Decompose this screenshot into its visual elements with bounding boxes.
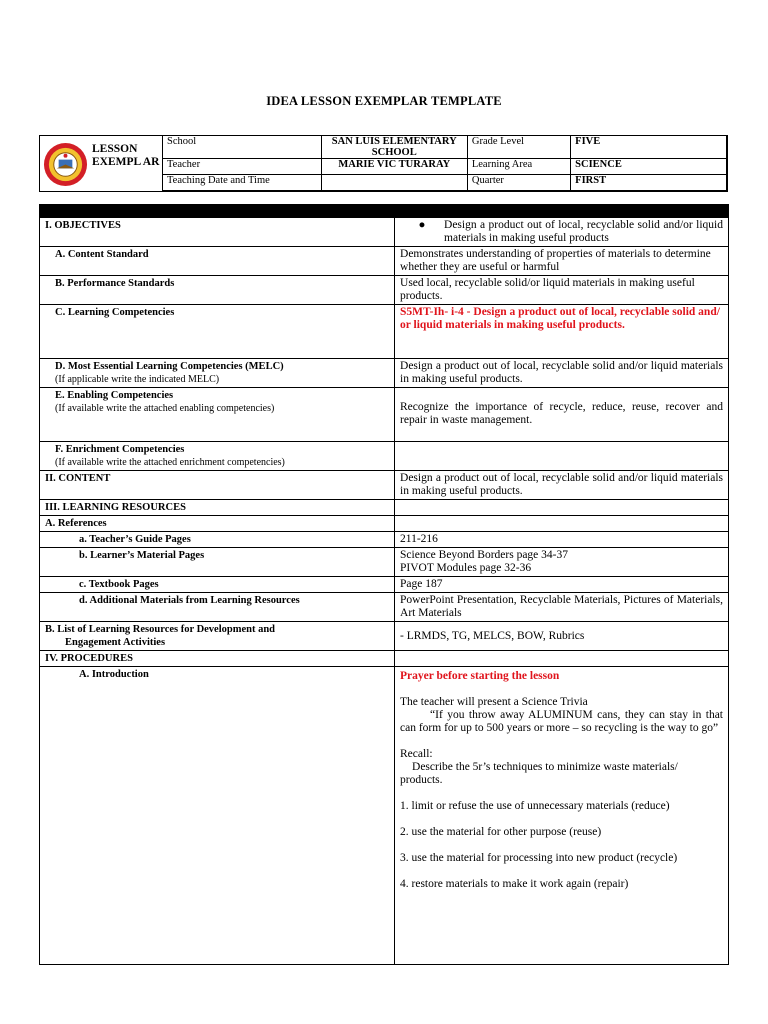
bullet-icon: ●	[418, 219, 426, 231]
row-references: A. References	[40, 516, 729, 532]
row-learning-competencies: C. Learning Competencies S5MT-Ih- i-4 - Design a product out of local, recyclable solid and/ or liquid materials in making useful products.	[40, 305, 729, 359]
grade-level-label: Grade Level	[467, 136, 570, 159]
page-title: IDEA LESSON EXEMPLAR TEMPLATE	[266, 94, 502, 108]
learning-area-label: Learning Area	[467, 159, 570, 175]
teaching-date-value	[321, 175, 467, 191]
teacher-label: Teacher	[163, 159, 322, 175]
row-procedures: IV. PROCEDURES	[40, 651, 729, 667]
row-learners-material: b. Learner’s Material Pages Science Beyond Borders page 34-37 PIVOT Modules page 32-36	[40, 548, 729, 577]
row-introduction: A. Introduction Prayer before starting the lesson The teacher will present a Science Trivia “If you throw away ALUMINUM cans, they can stay in that can form for up to 500 years or more – so recycling is the way to go” Recall: Describe the 5r’s techniques to minimize waste materials/ products. 1. limit or refuse the use of unnecessary materials (reduce) 2. use the material for other purpose (reuse) 3. use the material for processing into new product (recycle) 4. restore materials to make it work again (repair)	[40, 667, 729, 965]
quarter-value: FIRST	[571, 175, 727, 191]
row-list-of-resources: B. List of Learning Resources for Development and Engagement Activities - LRMDS, TG, MELCS, BOW, Rubrics	[40, 622, 729, 651]
row-enabling: E. Enabling Competencies (If available write the attached enabling competencies) Recognize the importance of recycle, reduce, reuse, recover and repair in waste management.	[40, 388, 729, 442]
grade-level-value: FIVE	[571, 136, 727, 159]
header-info-grid	[162, 135, 727, 191]
row-content-standard: A. Content Standard Demonstrates understanding of properties of materials to determine whether they are useful or harmful	[40, 247, 729, 276]
school-value: SAN LUIS ELEMENTARY SCHOOL	[321, 136, 467, 159]
row-textbook: c. Textbook Pages Page 187	[40, 577, 729, 593]
lesson-table	[39, 204, 729, 965]
learning-area-value: SCIENCE	[571, 159, 727, 175]
row-objectives: I. OBJECTIVES ● Design a product out of local, recyclable solid and/or liquid materials in making useful products	[40, 218, 729, 247]
school-seal-icon	[43, 142, 88, 187]
row-enrichment: F. Enrichment Competencies (If available write the attached enrichment competencies)	[40, 442, 729, 471]
lesson-exemplar-label: LESSON EXEMPL AR	[92, 143, 160, 168]
teacher-value: MARIE VIC TURARAY	[321, 159, 467, 175]
quarter-label: Quarter	[467, 175, 570, 191]
header-table	[39, 135, 728, 192]
row-content: II. CONTENT Design a product out of local, recyclable solid and/or liquid materials in making useful products.	[40, 471, 729, 500]
row-learning-resources: III. LEARNING RESOURCES	[40, 500, 729, 516]
row-melc: D. Most Essential Learning Competencies (MELC) (If applicable write the indicated MELC) Design a product out of local, recyclable solid and/or liquid materials in making useful products.	[40, 359, 729, 388]
black-header-bar	[40, 205, 729, 218]
row-performance-standards: B. Performance Standards Used local, recyclable solid/or liquid materials in making useful products.	[40, 276, 729, 305]
row-additional-materials: d. Additional Materials from Learning Resources PowerPoint Presentation, Recyclable Materials, Pictures of Materials, Art Materials	[40, 593, 729, 622]
school-label: School	[163, 136, 322, 159]
row-teachers-guide: a. Teacher’s Guide Pages 211-216	[40, 532, 729, 548]
teaching-date-label: Teaching Date and Time	[163, 175, 322, 191]
